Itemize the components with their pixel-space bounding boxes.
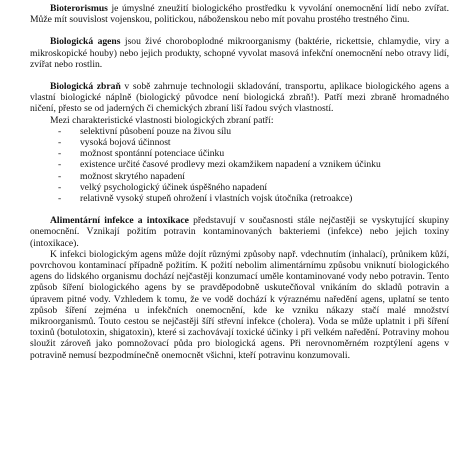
list-item: - možnost skrytého napadení (58, 171, 449, 182)
list-item: - možnost spontánní potenciace účinku (58, 148, 449, 159)
term-biologicka-agens: Biologická agens (50, 36, 121, 48)
list-intro: Mezi charakteristické vlastnosti biologických zbraní patří: (50, 114, 274, 126)
list-item: - selektivní působení pouze na živou sílu (58, 126, 449, 137)
term-biologicka-zbran: Biologická zbraň (50, 81, 121, 93)
paragraph-infekce-zpusoby: K infekci biologickým agens může dojít různými způsoby např. vdechnutím (inhalací), průnikem kůží, povrchovou kontaminací případně požitím. K požití nebolim alimentárnímu způsobu vniknutí biologického agens do lidského organismu dochází nejčastěji konzumací uměle kontaminované vody nebo potravin. Tento způsob šíření biologického agens by se pravděpodobně uskutečňoval vnikáním do skladů potravin a úpravem pitné vody. Vzhledem k tomu, že ve vodě dochází k výraznému naředění agens, uplatní se tento způsob šíření zejména u infekčních onemocnění, kde ke vzniku nákazy stačí malé množství mikroorganismů. Touto cestou se nejčastěji šíří střevní infekce (cholera). Voda se může uplatnit i při šíření toxinů (botulotoxin, shigatoxin), které si zachovávají toxické účinky i při velkém naředění. Potraviny mohou sloužit zároveň jako pomnožovací půda pro biologická agens. Při nerovnoměrném rozptýlení agens v potravině nemusí bezpodmínečně onemocnět všichni, kteří potravinu konzumovali. (30, 248, 449, 361)
paragraph-text: v sobě zahrnuje technologii skladování, transportu, aplikace biologického agens a vlastní biologické náplně (biologický původce není biologická zbraň!). Patří mezi zbraně hromadného ničení, přesto se od jaderných či chemických zbraní liší řadou svých vlastností. (30, 81, 450, 115)
paragraph-bioterorismus (30, 3, 449, 25)
paragraph-alimentarni-infekce (30, 215, 449, 249)
paragraph-biologicka-agens (30, 36, 449, 70)
list-item: - vysoká bojová účinnost (58, 137, 449, 148)
properties-list (30, 126, 449, 204)
list-item: - relativně vysoký stupeň ohrožení i vlastních vojsk útočníka (retroakce) (58, 193, 449, 204)
paragraph-text: představují v současnosti stále nejčastěji se vyskytující skupiny onemocnění. Vznikají požitím potravin kontaminovaných bakteriemi (infekce) nebo jejich toxiny (intoxikace). (30, 215, 449, 249)
paragraph-text: jsou živé choroboplodné mikroorganismy (baktérie, rickettsie, chlamydie, viry a mikroskopické houby) nebo jejich produkty, schopné vyvolat masová infekční onemocnění nebo otravy lidí, zvířat nebo rostlin. (30, 36, 449, 70)
term-bioterorismus: Bioterorismus (50, 3, 108, 14)
paragraph-text: je úmyslné zneužití biologického prostředku k vyvolání onemocnění lidí nebo zvířat. Může mít souvislost vojenskou, politickou, náboženskou nebo mít povahu prostého trestného činu. (30, 3, 449, 26)
paragraph-biologicka-zbran (30, 81, 449, 115)
term-alimentarni-infekce: Alimentární infekce a intoxikace (50, 215, 189, 227)
list-item: - velký psychologický účinek úspěšného napadení (58, 182, 449, 193)
list-item: - existence určité časové prodlevy mezi okamžikem napadení a vznikem účinku (58, 159, 449, 170)
